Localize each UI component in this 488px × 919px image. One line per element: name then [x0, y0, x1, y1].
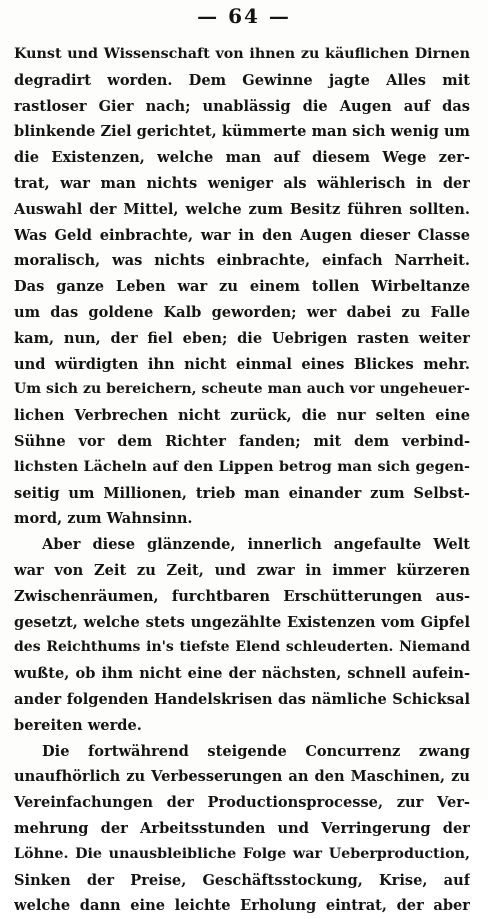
text-line-20: Aber diese glänzende, innerlich angefaulte Welt [42, 536, 470, 554]
text-line-28: Die fortwährend steigende Concurrenz zwang [42, 742, 470, 760]
text-line-26: ander folgenden Handelskrisen das nämliche Schicksal [14, 690, 470, 708]
text-line-32: Löhne. Die unausbleibliche Folge war Ueberproduction, [14, 845, 470, 862]
text-line-21: war von Zeit zu Zeit, und zwar in immer kürzeren [14, 561, 470, 579]
text-line-34: welche dann eine leichte Erholung eintrat, der aber [14, 897, 470, 915]
text-line-23: gesetzt, welche stets ungezählte Existenzen vom Gipfel [14, 613, 470, 631]
text-line-22: Zwischenräumen, furchtbaren Erschütterungen aus- [14, 587, 470, 605]
text-line-1: Kunst und Wissenschaft von ihnen zu käuflichen Dirnen [14, 46, 470, 62]
text-line-8: Was Geld einbrachte, war in den Augen dieser Classe [14, 226, 470, 244]
text-line-9: moralisch, was nichts einbrachte, einfach Narrheit. [14, 252, 470, 270]
text-line-13: und würdigten ihn nicht einmal eines Blickes mehr. [14, 355, 470, 373]
text-line-25: wußte, ob ihm nicht eine der nächsten, schnell aufein- [14, 665, 470, 683]
text-line-2: degradirt worden. Dem Gewinne jagte Alles mit [14, 71, 470, 89]
text-line-33: Sinken der Preise, Geschäftsstockung, Krise, auf [14, 871, 470, 889]
text-line-30: Vereinfachungen der Productionsprocesse, zur Ver- [14, 794, 470, 812]
text-line-31: mehrung der Arbeitsstunden und Verringerung der [14, 819, 470, 837]
text-line-14: Um sich zu bereichern, scheute man auch vor ungeheuer- [14, 381, 470, 398]
text-line-11: um das goldene Kalb geworden; wer dabei zu Falle [14, 303, 470, 321]
text-line-3: rastloser Gier nach; unablässig die Augen auf das [14, 97, 470, 115]
page-number: — 64 — [197, 4, 291, 28]
body-text [14, 42, 470, 919]
text-line-4: blinkende Ziel gerichtet, kümmerte man sich wenig um [14, 123, 470, 141]
text-line-24: des Reichthums in's tiefste Elend schleuderten. Niemand [14, 639, 470, 656]
text-line-16: Sühne vor dem Richter fanden; mit dem verbind- [14, 432, 470, 450]
text-line-17: lichsten Lächeln auf den Lippen betrog man sich gegen- [14, 458, 470, 475]
text-line-19: mord, zum Wahnsinn. [14, 510, 193, 528]
text-line-12: kam, nun, der fiel eben; die Uebrigen rasten weiter [14, 329, 470, 347]
text-line-5: die Existenzen, welche man auf diesem Wege zer- [14, 149, 470, 167]
text-line-6: trat, war man nichts weniger als wählerisch in der [14, 174, 470, 192]
text-line-18: seitig um Millionen, trieb man einander zum Selbst- [14, 484, 470, 502]
text-line-15: lichen Verbrechen nicht zurück, die nur selten eine [14, 407, 470, 425]
text-line-10: Das ganze Leben war zu einem tollen Wirbeltanze [14, 278, 470, 296]
text-line-7: Auswahl der Mittel, welche zum Besitz führen sollten. [14, 200, 470, 218]
text-line-27: bereiten werde. [14, 716, 142, 734]
text-line-29: unaufhörlich zu Verbesserungen an den Maschinen, zu [14, 768, 470, 786]
